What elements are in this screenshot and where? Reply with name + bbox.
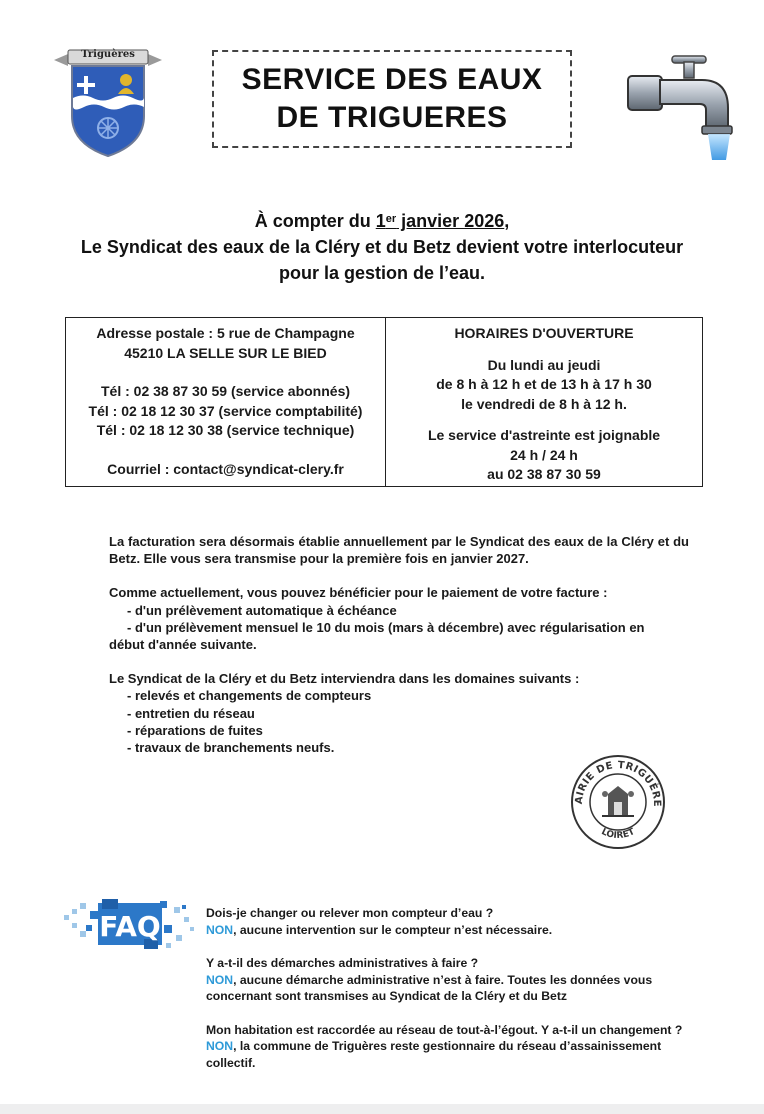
hours-friday: le vendredi de 8 h à 12 h. [461,395,627,412]
announcement-month-year: janvier 2026 [396,211,505,231]
stamp-seal-icon [568,752,668,852]
hours-weekday-times: de 8 h à 12 h et de 13 h à 17 h 30 [436,376,652,392]
postal-address-line-2: 45210 LA SELLE SUR LE BIED [124,344,327,361]
payment-option-2-cont: début d'année suivante. [109,637,257,653]
payment-option-2: - d'un prélèvement mensuel le 10 du mois (mars à décembre) avec régularisation en [127,619,645,635]
svg-text:LOIRET [600,827,638,841]
announcement-day-suffix: er [385,213,397,225]
faq-answer-3-no: NON [206,1039,234,1053]
announcement-line-2: Le Syndicat des eaux de la Cléry et du Betz devient votre interlocuteur [80,237,684,257]
body-text [109,533,689,756]
phone-subscribers: Tél : 02 38 87 30 59 (service abonnés) [100,383,351,399]
town-hall-stamp [568,752,668,852]
faq-answer-3 [206,1038,706,1071]
faq-question-1: Dois-je changer ou relever mon compteur d’eau ? [206,906,494,920]
domain-item-2: - entretien du réseau [127,705,255,721]
domain-item-3: - réparations de fuites [127,722,263,738]
faq-answer-1 [206,922,706,939]
announcement-day: 1 [375,211,386,231]
domain-item-1: - relevés et changements de compteurs [127,688,372,704]
oncall-line-2: 24 h / 24 h [510,446,578,463]
contact-email: Courriel : contact@syndicat-clery.fr [107,460,344,477]
stamp-bottom-text: LOIRET [599,827,637,842]
oncall-line-3: au 02 38 87 30 59 [487,466,601,482]
contact-cell [66,318,386,486]
faq-answer-2-text: , aucune démarche administrative n’est à faire. Toutes les données vous concernant sont transmises au Syndicat de la Cléry et du Betz [206,972,653,1003]
crest-banner-text: Triguères [81,49,135,60]
phone-accounting: Tél : 02 18 12 30 37 (service comptabilité) [88,402,363,419]
announcement-comma: , [504,211,510,231]
faq-question-2: Y a-t-il des démarches administratives à faire ? [206,956,479,970]
faq-answer-2-no: NON [206,972,234,987]
postal-address-line-1: Adresse postale : 5 rue de Champagne [96,325,355,341]
bottom-band [0,1104,764,1114]
faq-logo-icon [62,895,200,955]
page-title-line-1: SERVICE DES EAUX [241,63,543,96]
hours-cell [386,318,702,486]
announcement-prefix: À compter du [254,211,376,231]
payment-intro: Comme actuellement, vous pouvez bénéficier pour le paiement de votre facture : [109,585,608,601]
phone-technical: Tél : 02 18 12 30 38 (service technique) [96,422,355,438]
faq-answer-1-text: , aucune intervention sur le compteur n’est nécessaire. [233,922,553,937]
stamp-top-text: AIRIE DE TRIGUÈRE [573,759,663,808]
title-box [212,50,572,148]
water-tap-icon [626,52,738,164]
billing-paragraph: La facturation sera désormais établie annuellement par le Syndicat des eaux de la Cléry et du Betz. Elle vous sera transmise pour la première fois en janvier 2027. [109,534,689,567]
oncall-line-1: Le service d'astreinte est joignable [427,427,661,443]
announcement-date [376,211,505,231]
faq-answer-1-no: NON [206,922,234,937]
town-crest [48,44,168,162]
hours-days: Du lundi au jeudi [487,356,601,373]
faq-answer-2 [206,972,706,1005]
domain-item-4: - travaux de branchements neufs. [127,740,335,756]
hours-heading: HORAIRES D'OUVERTURE [454,325,634,341]
faq-question-3: Mon habitation est raccordée au réseau de tout-à-l’égout. Y a-t-il un changement ? [206,1022,683,1037]
faq-answer-3-text: , la commune de Triguères reste gestionnaire du réseau d’assainissement collectif. [206,1039,662,1070]
faq-logo [62,895,200,955]
faq-logo-text: FAQ [99,910,161,943]
contact-hours-table [65,317,703,487]
domains-intro: Le Syndicat de la Cléry et du Betz interviendra dans les domaines suivants : [109,671,580,687]
announcement-line-1 [0,208,764,234]
announcement [0,208,764,286]
payment-option-1: - d'un prélèvement automatique à échéance [127,602,397,618]
page-title-line-2: DE TRIGUERES [276,101,508,134]
faq-section [206,905,706,1071]
announcement-line-3: pour la gestion de l’eau. [278,263,486,283]
